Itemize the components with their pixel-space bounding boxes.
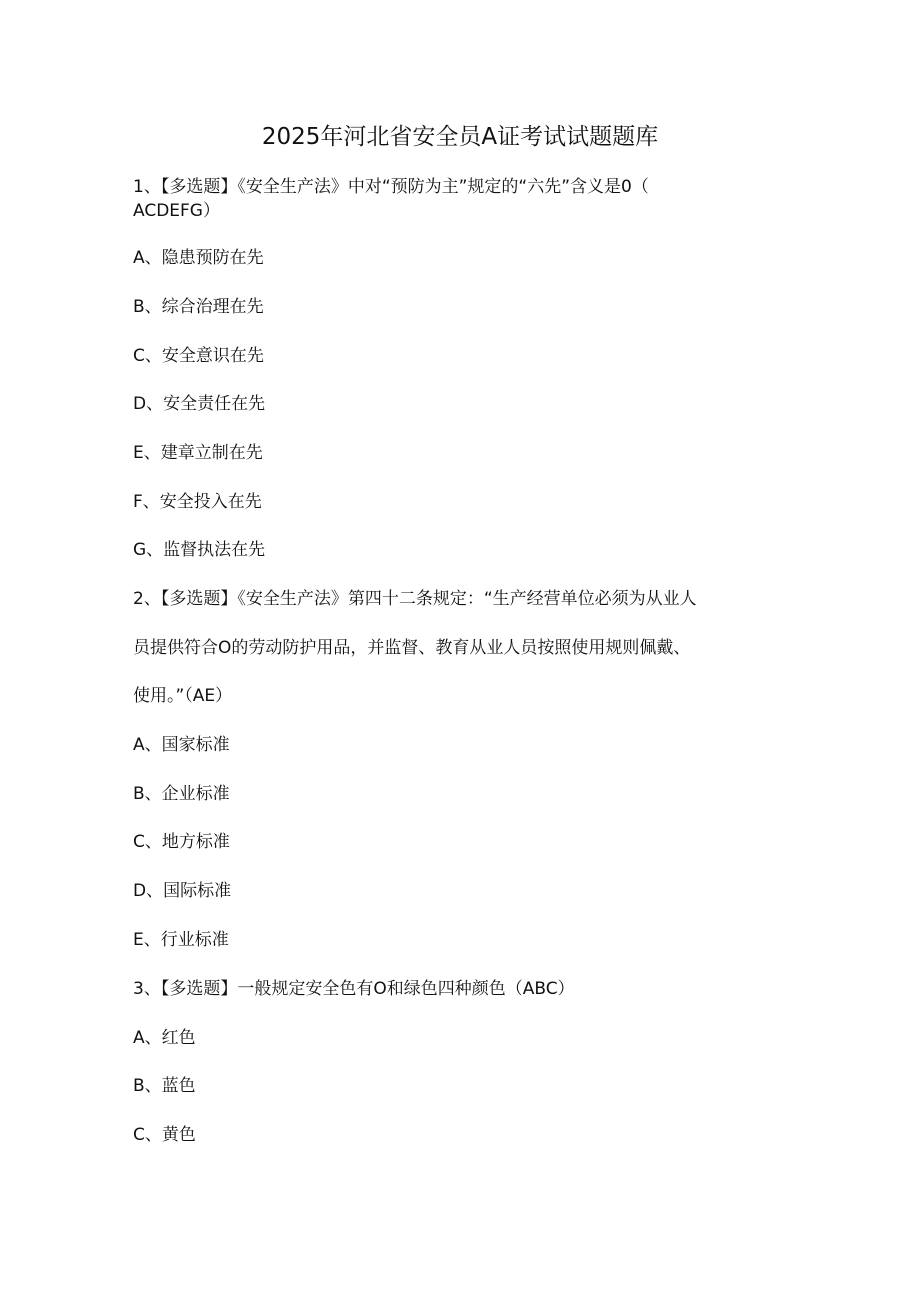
question-1-option-f: F、安全投入在先 — [133, 492, 262, 512]
question-1-option-b: B、综合治理在先 — [133, 297, 264, 317]
question-2-option-d: D、国际标准 — [133, 881, 232, 901]
question-1-stem-line-1: 1、【多选题】《安全生产法》中对“预防为主”规定的“六先”含义是0（ — [133, 177, 649, 197]
question-2-option-c: C、地方标准 — [133, 832, 230, 852]
question-2-stem-line-2: 员提供符合O的劳动防护用品，并监督、教育从业人员按照使用规则佩戴、 — [133, 638, 691, 658]
question-3-option-c: C、黄色 — [133, 1125, 196, 1145]
question-2-option-b: B、企业标准 — [133, 784, 230, 804]
question-1-option-e: E、建章立制在先 — [133, 443, 263, 463]
question-3-stem-line-1: 3、【多选题】一般规定安全色有O和绿色四种颜色（ABC） — [133, 979, 575, 999]
question-2-stem-line-1: 2、【多选题】《安全生产法》第四十二条规定：“生产经营单位必须为从业人 — [133, 589, 697, 609]
question-1-option-a: A、隐患预防在先 — [133, 248, 264, 268]
question-2-option-e: E、行业标准 — [133, 930, 229, 950]
question-1-option-g: G、监督执法在先 — [133, 540, 266, 560]
document-title: 2025年河北省安全员A证考试试题题库 — [261, 124, 659, 150]
question-1-option-d: D、安全责任在先 — [133, 394, 266, 414]
question-2-option-a: A、国家标准 — [133, 735, 230, 755]
question-1-stem-line-2: ACDEFG） — [133, 201, 220, 221]
question-3-option-a: A、红色 — [133, 1028, 196, 1048]
question-1-option-c: C、安全意识在先 — [133, 346, 264, 366]
question-3-option-b: B、蓝色 — [133, 1076, 196, 1096]
question-2-stem-line-3: 使用。”（AE） — [133, 686, 233, 706]
